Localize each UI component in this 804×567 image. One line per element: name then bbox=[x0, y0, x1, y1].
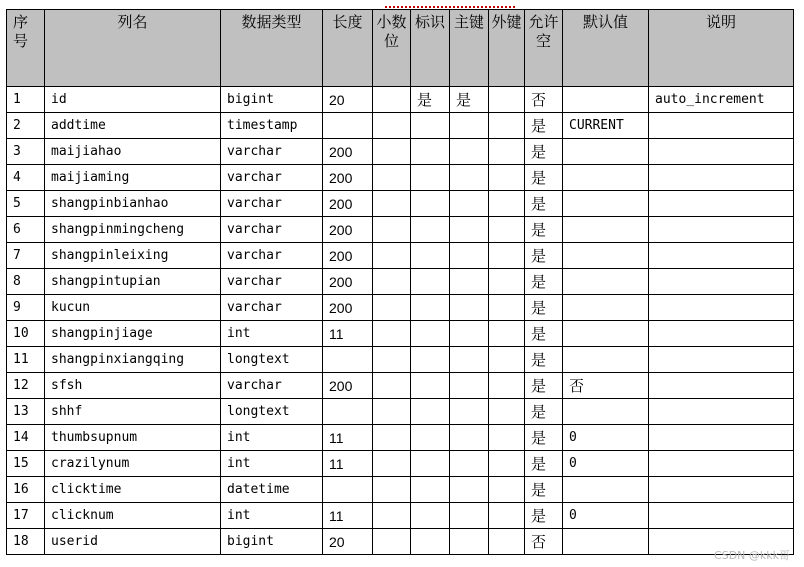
cell-seq: 9 bbox=[7, 295, 45, 321]
cell-nullable: 是 bbox=[525, 451, 563, 477]
cell-description bbox=[649, 347, 794, 373]
cell-description bbox=[649, 139, 794, 165]
schema-table bbox=[6, 9, 794, 555]
cell-name: maijiahao bbox=[45, 139, 221, 165]
table-header-row bbox=[7, 10, 794, 87]
cell-type: varchar bbox=[221, 217, 323, 243]
table-row bbox=[7, 347, 794, 373]
cell-foreign-key bbox=[489, 373, 525, 399]
cell-default: 0 bbox=[563, 451, 649, 477]
watermark: CSDN @kkk哥 bbox=[714, 549, 790, 562]
cell-nullable: 是 bbox=[525, 217, 563, 243]
cell-nullable: 是 bbox=[525, 373, 563, 399]
cell-primary-key bbox=[450, 529, 489, 555]
cell-length: 200 bbox=[323, 139, 373, 165]
table-row bbox=[7, 243, 794, 269]
cell-primary-key bbox=[450, 425, 489, 451]
cell-default bbox=[563, 243, 649, 269]
cell-decimals bbox=[373, 165, 411, 191]
cell-description bbox=[649, 503, 794, 529]
cell-identity bbox=[411, 503, 450, 529]
cell-primary-key bbox=[450, 399, 489, 425]
cell-decimals bbox=[373, 373, 411, 399]
cell-decimals bbox=[373, 477, 411, 503]
cell-type: datetime bbox=[221, 477, 323, 503]
cell-nullable: 是 bbox=[525, 399, 563, 425]
cell-seq: 12 bbox=[7, 373, 45, 399]
cell-type: longtext bbox=[221, 399, 323, 425]
cell-seq: 2 bbox=[7, 113, 45, 139]
spellcheck-underline bbox=[385, 1, 515, 8]
cell-primary-key bbox=[450, 217, 489, 243]
cell-foreign-key bbox=[489, 87, 525, 113]
cell-name: id bbox=[45, 87, 221, 113]
header-seq: 序号 bbox=[7, 10, 45, 87]
cell-seq: 14 bbox=[7, 425, 45, 451]
cell-default: 否 bbox=[563, 373, 649, 399]
cell-description: auto_increment bbox=[649, 87, 794, 113]
cell-length: 200 bbox=[323, 269, 373, 295]
table-row bbox=[7, 529, 794, 555]
table-row bbox=[7, 87, 794, 113]
cell-decimals bbox=[373, 425, 411, 451]
cell-primary-key bbox=[450, 321, 489, 347]
cell-foreign-key bbox=[489, 295, 525, 321]
cell-description bbox=[649, 165, 794, 191]
table-row bbox=[7, 295, 794, 321]
cell-seq: 5 bbox=[7, 191, 45, 217]
cell-nullable: 是 bbox=[525, 113, 563, 139]
table-row bbox=[7, 425, 794, 451]
table-row bbox=[7, 113, 794, 139]
table-row bbox=[7, 477, 794, 503]
cell-decimals bbox=[373, 269, 411, 295]
cell-primary-key bbox=[450, 451, 489, 477]
cell-primary-key bbox=[450, 295, 489, 321]
cell-name: addtime bbox=[45, 113, 221, 139]
cell-type: int bbox=[221, 425, 323, 451]
cell-name: shangpinbianhao bbox=[45, 191, 221, 217]
cell-primary-key bbox=[450, 165, 489, 191]
cell-primary-key bbox=[450, 139, 489, 165]
cell-description bbox=[649, 373, 794, 399]
header-nullable: 允许空 bbox=[525, 10, 563, 87]
cell-decimals bbox=[373, 451, 411, 477]
header-default: 默认值 bbox=[563, 10, 649, 87]
cell-default bbox=[563, 87, 649, 113]
cell-length: 200 bbox=[323, 373, 373, 399]
cell-nullable: 是 bbox=[525, 503, 563, 529]
cell-description bbox=[649, 113, 794, 139]
cell-identity bbox=[411, 321, 450, 347]
cell-foreign-key bbox=[489, 113, 525, 139]
cell-identity bbox=[411, 165, 450, 191]
cell-primary-key bbox=[450, 347, 489, 373]
cell-default bbox=[563, 191, 649, 217]
cell-name: shangpinjiage bbox=[45, 321, 221, 347]
table-row bbox=[7, 503, 794, 529]
cell-default bbox=[563, 139, 649, 165]
cell-type: longtext bbox=[221, 347, 323, 373]
table-row bbox=[7, 399, 794, 425]
cell-type: bigint bbox=[221, 87, 323, 113]
table-row bbox=[7, 139, 794, 165]
cell-foreign-key bbox=[489, 503, 525, 529]
cell-nullable: 是 bbox=[525, 295, 563, 321]
cell-decimals bbox=[373, 399, 411, 425]
header-primary-key: 主键 bbox=[450, 10, 489, 87]
cell-length: 11 bbox=[323, 451, 373, 477]
cell-length: 200 bbox=[323, 243, 373, 269]
cell-foreign-key bbox=[489, 477, 525, 503]
cell-type: varchar bbox=[221, 165, 323, 191]
cell-length: 200 bbox=[323, 295, 373, 321]
cell-type: varchar bbox=[221, 295, 323, 321]
cell-decimals bbox=[373, 529, 411, 555]
cell-type: varchar bbox=[221, 373, 323, 399]
cell-seq: 8 bbox=[7, 269, 45, 295]
cell-default bbox=[563, 399, 649, 425]
cell-default: 0 bbox=[563, 425, 649, 451]
cell-identity bbox=[411, 295, 450, 321]
cell-description bbox=[649, 217, 794, 243]
header-type: 数据类型 bbox=[221, 10, 323, 87]
cell-seq: 17 bbox=[7, 503, 45, 529]
cell-nullable: 是 bbox=[525, 321, 563, 347]
cell-primary-key: 是 bbox=[450, 87, 489, 113]
cell-name: crazilynum bbox=[45, 451, 221, 477]
header-length: 长度 bbox=[323, 10, 373, 87]
cell-seq: 1 bbox=[7, 87, 45, 113]
cell-length: 20 bbox=[323, 87, 373, 113]
cell-identity bbox=[411, 139, 450, 165]
cell-decimals bbox=[373, 321, 411, 347]
table-row bbox=[7, 321, 794, 347]
cell-type: int bbox=[221, 451, 323, 477]
cell-nullable: 是 bbox=[525, 165, 563, 191]
cell-primary-key bbox=[450, 477, 489, 503]
cell-description bbox=[649, 269, 794, 295]
cell-length: 200 bbox=[323, 217, 373, 243]
cell-type: varchar bbox=[221, 191, 323, 217]
cell-seq: 6 bbox=[7, 217, 45, 243]
cell-type: varchar bbox=[221, 269, 323, 295]
cell-type: bigint bbox=[221, 529, 323, 555]
cell-name: userid bbox=[45, 529, 221, 555]
cell-type: int bbox=[221, 321, 323, 347]
cell-name: kucun bbox=[45, 295, 221, 321]
cell-foreign-key bbox=[489, 399, 525, 425]
cell-nullable: 否 bbox=[525, 87, 563, 113]
cell-primary-key bbox=[450, 113, 489, 139]
cell-primary-key bbox=[450, 269, 489, 295]
cell-foreign-key bbox=[489, 529, 525, 555]
cell-decimals bbox=[373, 191, 411, 217]
cell-type: int bbox=[221, 503, 323, 529]
cell-name: shangpintupian bbox=[45, 269, 221, 295]
table-body bbox=[7, 87, 794, 555]
cell-name: thumbsupnum bbox=[45, 425, 221, 451]
cell-description bbox=[649, 451, 794, 477]
cell-foreign-key bbox=[489, 217, 525, 243]
cell-description bbox=[649, 295, 794, 321]
cell-name: shangpinleixing bbox=[45, 243, 221, 269]
cell-default bbox=[563, 529, 649, 555]
cell-description bbox=[649, 477, 794, 503]
cell-nullable: 是 bbox=[525, 243, 563, 269]
cell-name: clicktime bbox=[45, 477, 221, 503]
header-identity: 标识 bbox=[411, 10, 450, 87]
cell-foreign-key bbox=[489, 425, 525, 451]
header-foreign-key: 外键 bbox=[489, 10, 525, 87]
cell-nullable: 是 bbox=[525, 425, 563, 451]
cell-nullable: 是 bbox=[525, 191, 563, 217]
cell-decimals bbox=[373, 503, 411, 529]
cell-primary-key bbox=[450, 373, 489, 399]
cell-nullable: 是 bbox=[525, 347, 563, 373]
cell-seq: 18 bbox=[7, 529, 45, 555]
cell-description bbox=[649, 399, 794, 425]
cell-default bbox=[563, 321, 649, 347]
cell-length: 11 bbox=[323, 425, 373, 451]
cell-foreign-key bbox=[489, 191, 525, 217]
cell-nullable: 否 bbox=[525, 529, 563, 555]
table-row bbox=[7, 269, 794, 295]
cell-type: varchar bbox=[221, 243, 323, 269]
cell-seq: 15 bbox=[7, 451, 45, 477]
cell-seq: 4 bbox=[7, 165, 45, 191]
table-row bbox=[7, 373, 794, 399]
table-row bbox=[7, 165, 794, 191]
cell-seq: 7 bbox=[7, 243, 45, 269]
cell-name: shhf bbox=[45, 399, 221, 425]
cell-name: clicknum bbox=[45, 503, 221, 529]
cell-default bbox=[563, 477, 649, 503]
cell-nullable: 是 bbox=[525, 139, 563, 165]
cell-description bbox=[649, 191, 794, 217]
cell-primary-key bbox=[450, 503, 489, 529]
cell-nullable: 是 bbox=[525, 269, 563, 295]
cell-foreign-key bbox=[489, 347, 525, 373]
cell-decimals bbox=[373, 295, 411, 321]
cell-length bbox=[323, 477, 373, 503]
cell-decimals bbox=[373, 347, 411, 373]
cell-identity bbox=[411, 451, 450, 477]
cell-length bbox=[323, 113, 373, 139]
cell-foreign-key bbox=[489, 451, 525, 477]
cell-decimals bbox=[373, 87, 411, 113]
cell-default bbox=[563, 269, 649, 295]
cell-identity: 是 bbox=[411, 87, 450, 113]
table-row bbox=[7, 217, 794, 243]
cell-foreign-key bbox=[489, 269, 525, 295]
cell-primary-key bbox=[450, 243, 489, 269]
cell-default: CURRENT bbox=[563, 113, 649, 139]
cell-description bbox=[649, 243, 794, 269]
cell-length: 200 bbox=[323, 165, 373, 191]
header-description: 说明 bbox=[649, 10, 794, 87]
cell-identity bbox=[411, 243, 450, 269]
cell-seq: 13 bbox=[7, 399, 45, 425]
cell-identity bbox=[411, 399, 450, 425]
cell-length bbox=[323, 399, 373, 425]
cell-identity bbox=[411, 425, 450, 451]
cell-identity bbox=[411, 347, 450, 373]
cell-identity bbox=[411, 191, 450, 217]
cell-identity bbox=[411, 477, 450, 503]
header-name: 列名 bbox=[45, 10, 221, 87]
cell-identity bbox=[411, 529, 450, 555]
header-decimals: 小数位 bbox=[373, 10, 411, 87]
cell-type: varchar bbox=[221, 139, 323, 165]
cell-seq: 11 bbox=[7, 347, 45, 373]
cell-decimals bbox=[373, 139, 411, 165]
cell-foreign-key bbox=[489, 321, 525, 347]
cell-decimals bbox=[373, 243, 411, 269]
cell-default bbox=[563, 347, 649, 373]
cell-length: 11 bbox=[323, 321, 373, 347]
cell-nullable: 是 bbox=[525, 477, 563, 503]
cell-decimals bbox=[373, 113, 411, 139]
cell-identity bbox=[411, 269, 450, 295]
cell-identity bbox=[411, 113, 450, 139]
cell-default bbox=[563, 295, 649, 321]
cell-default bbox=[563, 165, 649, 191]
cell-primary-key bbox=[450, 191, 489, 217]
cell-identity bbox=[411, 217, 450, 243]
cell-seq: 3 bbox=[7, 139, 45, 165]
cell-seq: 10 bbox=[7, 321, 45, 347]
cell-identity bbox=[411, 373, 450, 399]
cell-default: 0 bbox=[563, 503, 649, 529]
cell-foreign-key bbox=[489, 243, 525, 269]
cell-description bbox=[649, 425, 794, 451]
cell-name: maijiaming bbox=[45, 165, 221, 191]
cell-type: timestamp bbox=[221, 113, 323, 139]
cell-foreign-key bbox=[489, 139, 525, 165]
cell-seq: 16 bbox=[7, 477, 45, 503]
cell-name: shangpinxiangqing bbox=[45, 347, 221, 373]
cell-description bbox=[649, 321, 794, 347]
cell-length: 11 bbox=[323, 503, 373, 529]
cell-default bbox=[563, 217, 649, 243]
cell-length: 20 bbox=[323, 529, 373, 555]
cell-name: shangpinmingcheng bbox=[45, 217, 221, 243]
cell-length: 200 bbox=[323, 191, 373, 217]
table-row bbox=[7, 451, 794, 477]
cell-foreign-key bbox=[489, 165, 525, 191]
cell-name: sfsh bbox=[45, 373, 221, 399]
cell-length bbox=[323, 347, 373, 373]
cell-decimals bbox=[373, 217, 411, 243]
table-row bbox=[7, 191, 794, 217]
